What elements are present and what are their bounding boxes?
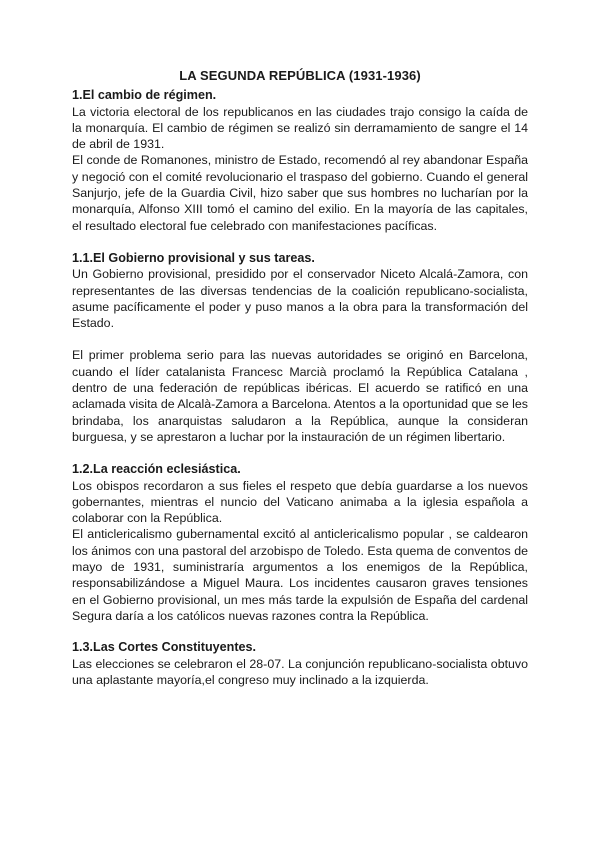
page-title: LA SEGUNDA REPÚBLICA (1931-1936) [179,68,421,83]
section-gobierno-provisional [72,250,528,445]
paragraph: El anticlericalismo gubernamental excitó al anticlericalismo popular , se caldearon los ánimos con una pastoral del arzobispo de Toledo. Esta quema de conventos de mayo de 1931, suministraría argumentos a los enemigos de la República, responsabilizándose a Miguel Maura. Los incidentes causaron graves tensiones en el Gobierno provisional, un mes más tarde la expulsión de España del cardenal Segura daría a los católicos nuevas razones contra la República. [72,527,528,623]
paragraph: La victoria electoral de los republicanos en las ciudades trajo consigo la caída de la monarquía. El cambio de régimen se realizó sin derramamiento de sangre el 14 de abril de 1931. [72,104,528,152]
spacer [72,331,528,347]
spacer [72,234,528,250]
section-cambio-regimen [72,87,528,234]
section-heading: 1.3.Las Cortes Constituyentes. [72,640,257,655]
section-cortes-constituyentes [72,639,528,688]
section-heading: 1.1.El Gobierno provisional y sus tareas. [72,250,315,265]
paragraph: Un Gobierno provisional, presidido por el conservador Niceto Alcalá-Zamora, con representantes de las diversas tendencias de la coalición republicano-socialista, asume pacíficamente el poder y puso manos a la obra para la transformación del Estado. [72,267,528,331]
paragraph: Las elecciones se celebraron el 28-07. La conjunción republicano-socialista obtuvo una aplastante mayoría,el congreso muy inclinado a la izquierda. [72,656,528,687]
section-reaccion-eclesiastica [72,461,528,624]
document-page [72,68,528,688]
paragraph: Los obispos recordaron a sus fieles el respeto que debía guardarse a los nuevos gobernantes, mientras el nuncio del Vaticano animaba a la iglesia española a colaborar con la República. [72,478,528,526]
section-heading: 1.2.La reacción eclesiástica. [72,462,241,477]
paragraph: El conde de Romanones, ministro de Estado, recomendó al rey abandonar España y negoció con el comité revolucionario el traspaso del gobierno. Cuando el general Sanjurjo, jefe de la Guardia Civil, hizo saber que sus hombres no lucharían por la monarquía, Alfonso XIII tomó el camino del exilio. En la mayoría de las capitales, el resultado electoral fue celebrado con manifestaciones pacíficas. [72,153,528,233]
section-heading: 1.El cambio de régimen. [72,88,217,103]
spacer [72,624,528,639]
paragraph: El primer problema serio para las nuevas autoridades se originó en Barcelona, cuando el líder catalanista Francesc Marcià proclamó la República Catalana , dentro de una federación de repúblicas ibéricas. El acuerdo se ratificó en una aclamada visita de Alcalà-Zamora a Barcelona. Atentos a la oportunidad que se les brindaba, los anarquistas saludaron a la República, aunque la consideran burguesa, y se aprestaron a luchar por la instauración de un régimen libertario. [72,348,528,444]
spacer [72,445,528,461]
